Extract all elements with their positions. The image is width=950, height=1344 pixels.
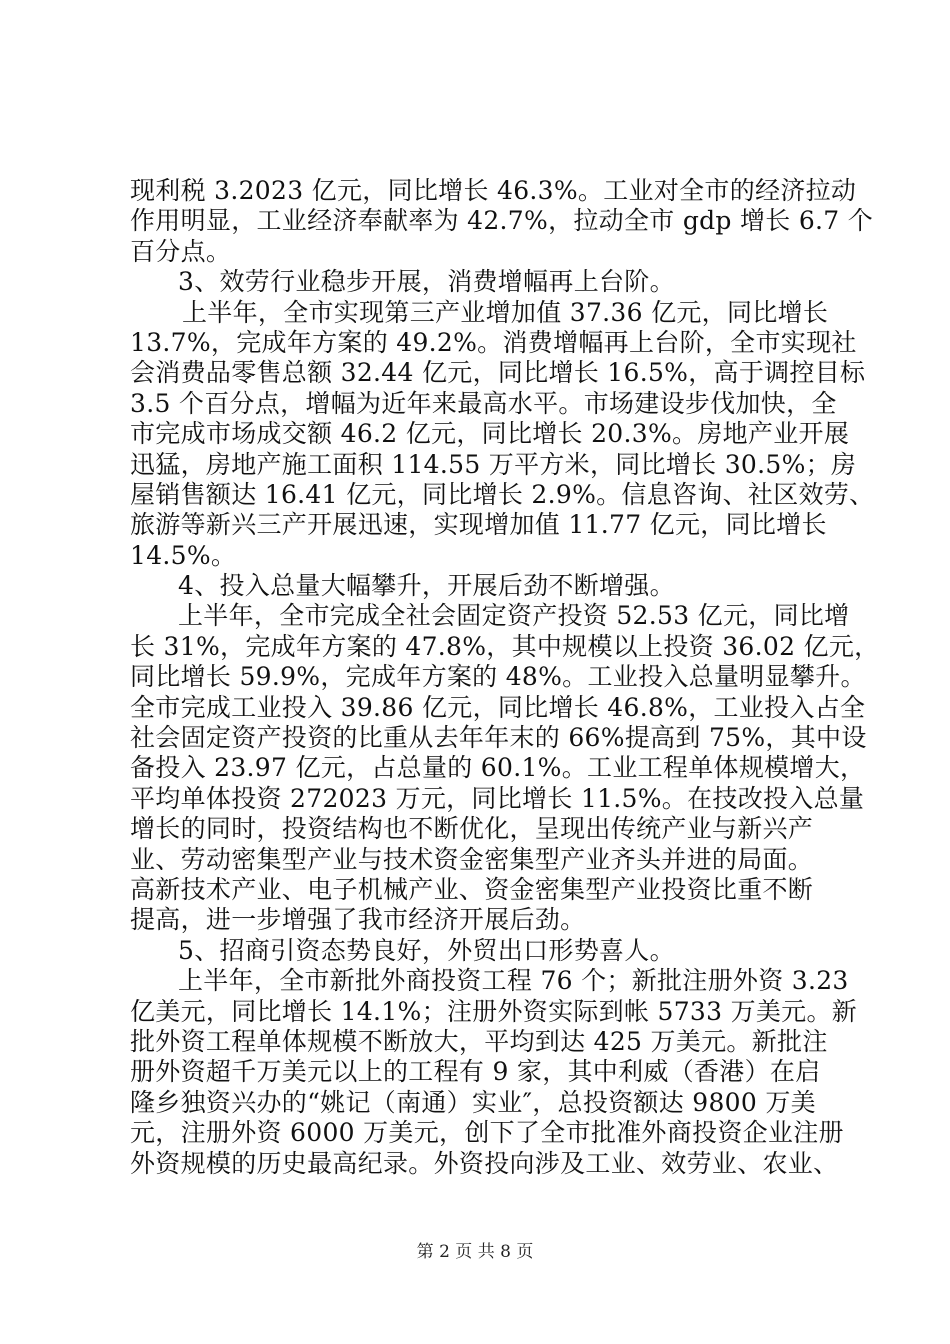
- text-line: 元，注册外资 6000 万美元，创下了全市批准外商投资企业注册: [130, 1118, 844, 1148]
- text-line: 14.5%。: [130, 540, 237, 570]
- text-line: 13.7%，完成年方案的 49.2%。消费增幅再上台阶，全市实现社: [130, 327, 857, 357]
- text-line: 外资规模的历史最高纪录。外资投向涉及工业、效劳业、农业、: [130, 1148, 839, 1178]
- document-body: [130, 176, 880, 1179]
- text-line: 亿美元，同比增长 14.1%；注册外资实际到帐 5733 万美元。新: [130, 996, 858, 1026]
- text-line: 上半年，全市实现第三产业增加值 37.36 亿元，同比增长: [182, 297, 829, 327]
- text-line: 批外资工程单体规模不断放大，平均到达 425 万美元。新批注: [130, 1026, 828, 1056]
- text-line: 作用明显，工业经济奉献率为 42.7%，拉动全市 gdp 增长 6.7 个: [130, 206, 874, 236]
- text-line: 屋销售额达 16.41 亿元，同比增长 2.9%。信息咨询、社区效劳、: [130, 479, 875, 509]
- text-line: 册外资超千万美元以上的工程有 9 家，其中利威（香港）在启: [130, 1057, 821, 1087]
- text-line: 全市完成工业投入 39.86 亿元，同比增长 46.8%，工业投入占全: [130, 692, 866, 722]
- text-line: 高新技术产业、电子机械产业、资金密集型产业投资比重不断: [130, 874, 814, 904]
- text-line: 长 31%，完成年方案的 47.8%，其中规模以上投资 36.02 亿元，: [130, 631, 880, 661]
- text-line: 隆乡独资兴办的“姚记（南通）实业″，总投资额达 9800 万美: [130, 1087, 816, 1117]
- text-line: 同比增长 59.9%，完成年方案的 48%。工业投入总量明显攀升。: [130, 662, 866, 692]
- page-number-footer: 第 2 页 共 8 页: [416, 1242, 534, 1262]
- text-line: 现利税 3.2023 亿元，同比增长 46.3%。工业对全市的经济拉动: [130, 176, 857, 205]
- section-heading: 4、投入总量大幅攀升，开展后劲不断增强。: [178, 571, 675, 601]
- text-line: 社会固定资产投资的比重从去年年末的 66%提高到 75%，其中设: [130, 723, 867, 753]
- text-line: 会消费品零售总额 32.44 亿元，同比增长 16.5%，高于调控目标: [130, 358, 866, 388]
- text-line: 上半年，全市新批外商投资工程 76 个；新批注册外资 3.23: [178, 966, 849, 996]
- text-line: 提高，进一步增强了我市经济开展后劲。: [130, 905, 586, 935]
- text-line: 旅游等新兴三产开展迅速，实现增加值 11.77 亿元，同比增长: [130, 510, 827, 540]
- text-line: 增长的同时，投资结构也不断优化，呈现出传统产业与新兴产: [130, 814, 814, 844]
- text-line: 业、劳动密集型产业与技术资金密集型产业齐头并进的局面。: [130, 844, 814, 874]
- text-line: 平均单体投资 272023 万元，同比增长 11.5%。在技改投入总量: [130, 783, 865, 813]
- text-line: 百分点。: [130, 236, 232, 266]
- text-line: 备投入 23.97 亿元，占总量的 60.1%。工业工程单体规模增大，: [130, 753, 866, 783]
- section-heading: 5、招商引资态势良好，外贸出口形势喜人。: [178, 935, 675, 965]
- text-line: 3.5 个百分点，增幅为近年来最高水平。市场建设步伐加快，全: [130, 388, 837, 418]
- text-line: 市完成市场成交额 46.2 亿元，同比增长 20.3%。房地产业开展: [130, 419, 850, 449]
- text-line: 迅猛，房地产施工面积 114.55 万平方米，同比增长 30.5%；房: [130, 449, 857, 479]
- text-line: 上半年，全市完成全社会固定资产投资 52.53 亿元，同比增: [178, 601, 850, 631]
- section-heading: 3、效劳行业稳步开展，消费增幅再上台阶。: [178, 267, 675, 297]
